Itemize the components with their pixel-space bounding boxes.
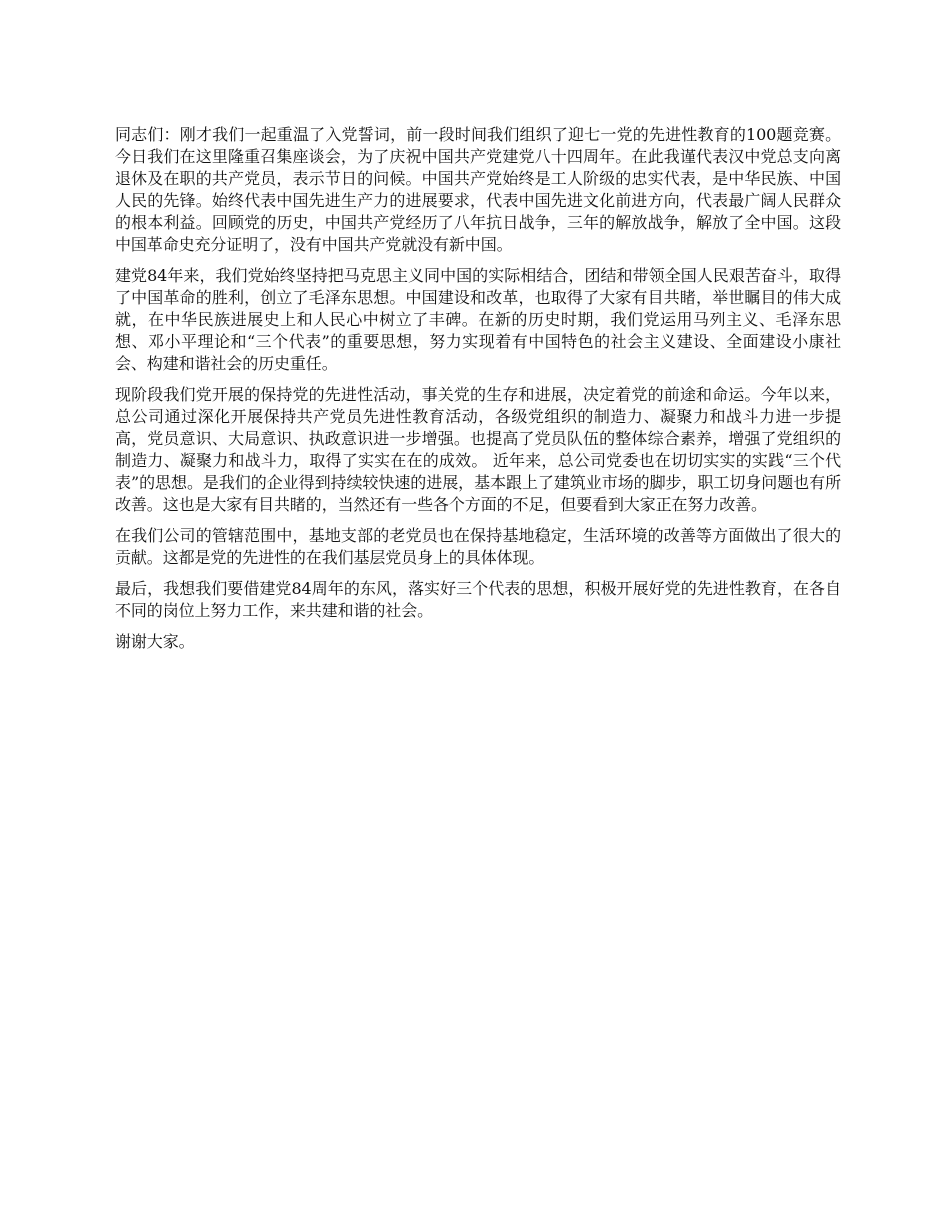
paragraph-thanks: 谢谢大家。 [115, 632, 195, 651]
paragraph-closing: 最后，我想我们要借建党84周年的东风，落实好三个代表的思想，积极开展好党的先进性教育，在各自不同的岗位上努力工作，来共建和谐的社会。 [115, 579, 841, 620]
paragraph-history: 建党84年来，我们党始终坚持把马克思主义同中国的实际相结合，团结和带领全国人民艰苦奋斗，取得了中国革命的胜利，创立了毛泽东思想。中国建设和改革，也取得了大家有目共睹，举世瞩目的伟大成就，在中华民族进展史上和人民心中树立了丰碑。在新的历史时期，我们党运用马列主义、毛泽东思想、邓小平理论和“三个代表”的重要思想，努力实现着有中国特色的社会主义建设、全面建设小康社会、构建和谐社会的历史重任。 [115, 266, 841, 373]
paragraph-opening: 同志们：刚才我们一起重温了入党誓词，前一段时间我们组织了迎七一党的先进性教育的100题竞赛。今日我们在这里隆重召集座谈会，为了庆祝中国共产党建党八十四周年。在此我谨代表汉中党总支向离退休及在职的共产党员，表示节日的问候。中国共产党始终是工人阶级的忠实代表，是中华民族、中国人民的先锋。始终代表中国先进生产力的进展要求，代表中国先进文化前进方向，代表最广阔人民群众的根本利益。回顾党的历史，中国共产党经历了八年抗日战争，三年的解放战争，解放了全中国。这段中国革命史充分证明了，没有中国共产党就没有新中国。 [115, 125, 841, 254]
document-body [115, 124, 841, 662]
paragraph-contribution: 在我们公司的管辖范围中，基地支部的老党员也在保持基地稳定，生活环境的改善等方面做出了很大的贡献。这都是党的先进性的在我们基层党员身上的具体体现。 [115, 526, 841, 567]
paragraph-progress: 现阶段我们党开展的保持党的先进性活动，事关党的生存和进展，决定着党的前途和命运。今年以来，总公司通过深化开展保持共产党员先进性教育活动，各级党组织的制造力、凝聚力和战斗力进一步提高，党员意识、大局意识、执政意识进一步增强。也提高了党员队伍的整体综合素养，增强了党组织的制造力、凝聚力和战斗力，取得了实实在在的成效。 近年来，总公司党委也在切切实实的实践“三个代表”的思想。是我们的企业得到持续较快速的进展，基本跟上了建筑业市场的脚步，职工切身问题也有所改善。这也是大家有目共睹的，当然还有一些各个方面的不足，但要看到大家正在努力改善。 [115, 385, 841, 514]
